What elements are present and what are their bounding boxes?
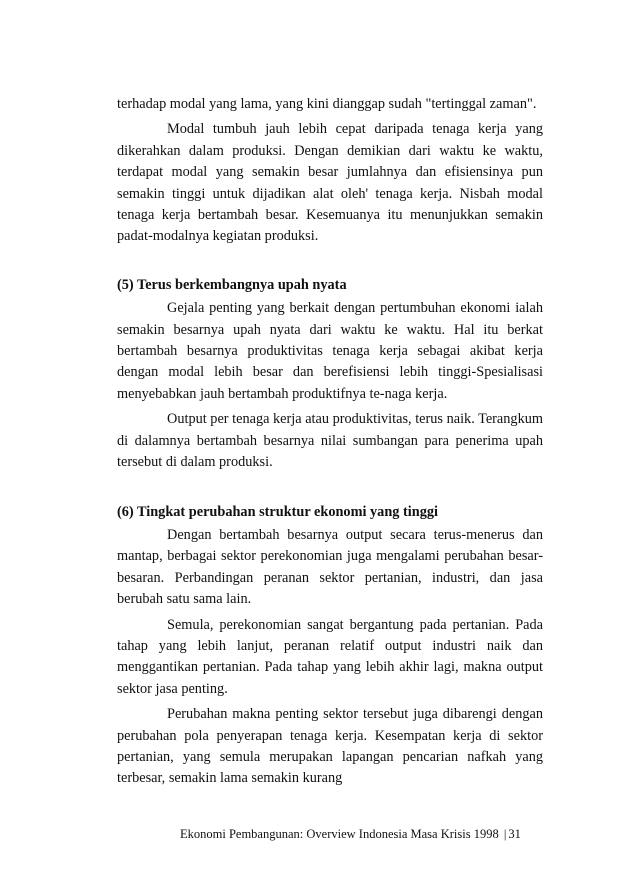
paragraph: Modal tumbuh jauh lebih cepat daripada tenaga kerja yang dikerahkan dalam produksi. Dengan demikian dari waktu ke waktu, terdapat modal yang semakin besar jumlahnya dan efisiensinya pun semakin tinggi untuk dijadikan alat oleh' tenaga kerja. Nisbah modal tenaga kerja bertambah besar. Kesemuanya itu menunjukkan semakin padat-modalnya kegiatan produksi. (117, 121, 543, 245)
paragraph: Output per tenaga kerja atau produktivitas, terus naik. Terangkum di dalamnya bertambah besarnya nilai sumbangan para penerima upah tersebut di dalam produksi. (117, 411, 543, 471)
paragraph: Perubahan makna penting sektor tersebut juga dibarengi dengan perubahan pola penyerapan tenaga kerja. Kesempatan kerja di sektor pertanian, yang semula merupakan lapangan pencarian nafkah yang terbesar, semakin lama semakin kurang (117, 706, 543, 787)
continuation-paragraph: terhadap modal yang lama, yang kini dianggap sudah "tertinggal zaman". (117, 96, 537, 112)
page-number: 31 (508, 827, 521, 841)
section-heading-6: (6) Tingkat perubahan struktur ekonomi yang tinggi (117, 503, 438, 520)
page-body (117, 94, 543, 790)
paragraph: Dengan bertambah besarnya output secara terus-menerus dan mantap, berbagai sektor perekonomian juga mengalami perubahan besar-besaran. Perbandingan peranan sektor pertanian, industri, dan jasa berubah satu sama lain. (117, 526, 543, 608)
section-heading-5: (5) Terus berkembangnya upah nyata (117, 276, 347, 293)
page-footer (180, 826, 543, 842)
paragraph: Semula, perekonomian sangat bergantung pada pertanian. Pada tahap yang lebih lanjut, peranan relatif output industri naik dan menggantikan pertanian. Pada tahap yang lebih akhir lagi, makna output sektor jasa penting. (117, 616, 543, 697)
paragraph: Gejala penting yang berkait dengan pertumbuhan ekonomi ialah semakin besarnya upah nyata dari waktu ke waktu. Hal itu berkat bertambah besarnya produktivitas tenaga kerja sebagai akibat kerja dengan modal lebih besar dan berefisiensi lebih tinggi-Spesialisasi menyebabkan jauh bertambah produktifnya te-naga kerja. (117, 300, 543, 402)
footer-title: Ekonomi Pembangunan: Overview Indonesia Masa Krisis 1998 (180, 827, 499, 841)
footer-separator: | (503, 827, 507, 841)
